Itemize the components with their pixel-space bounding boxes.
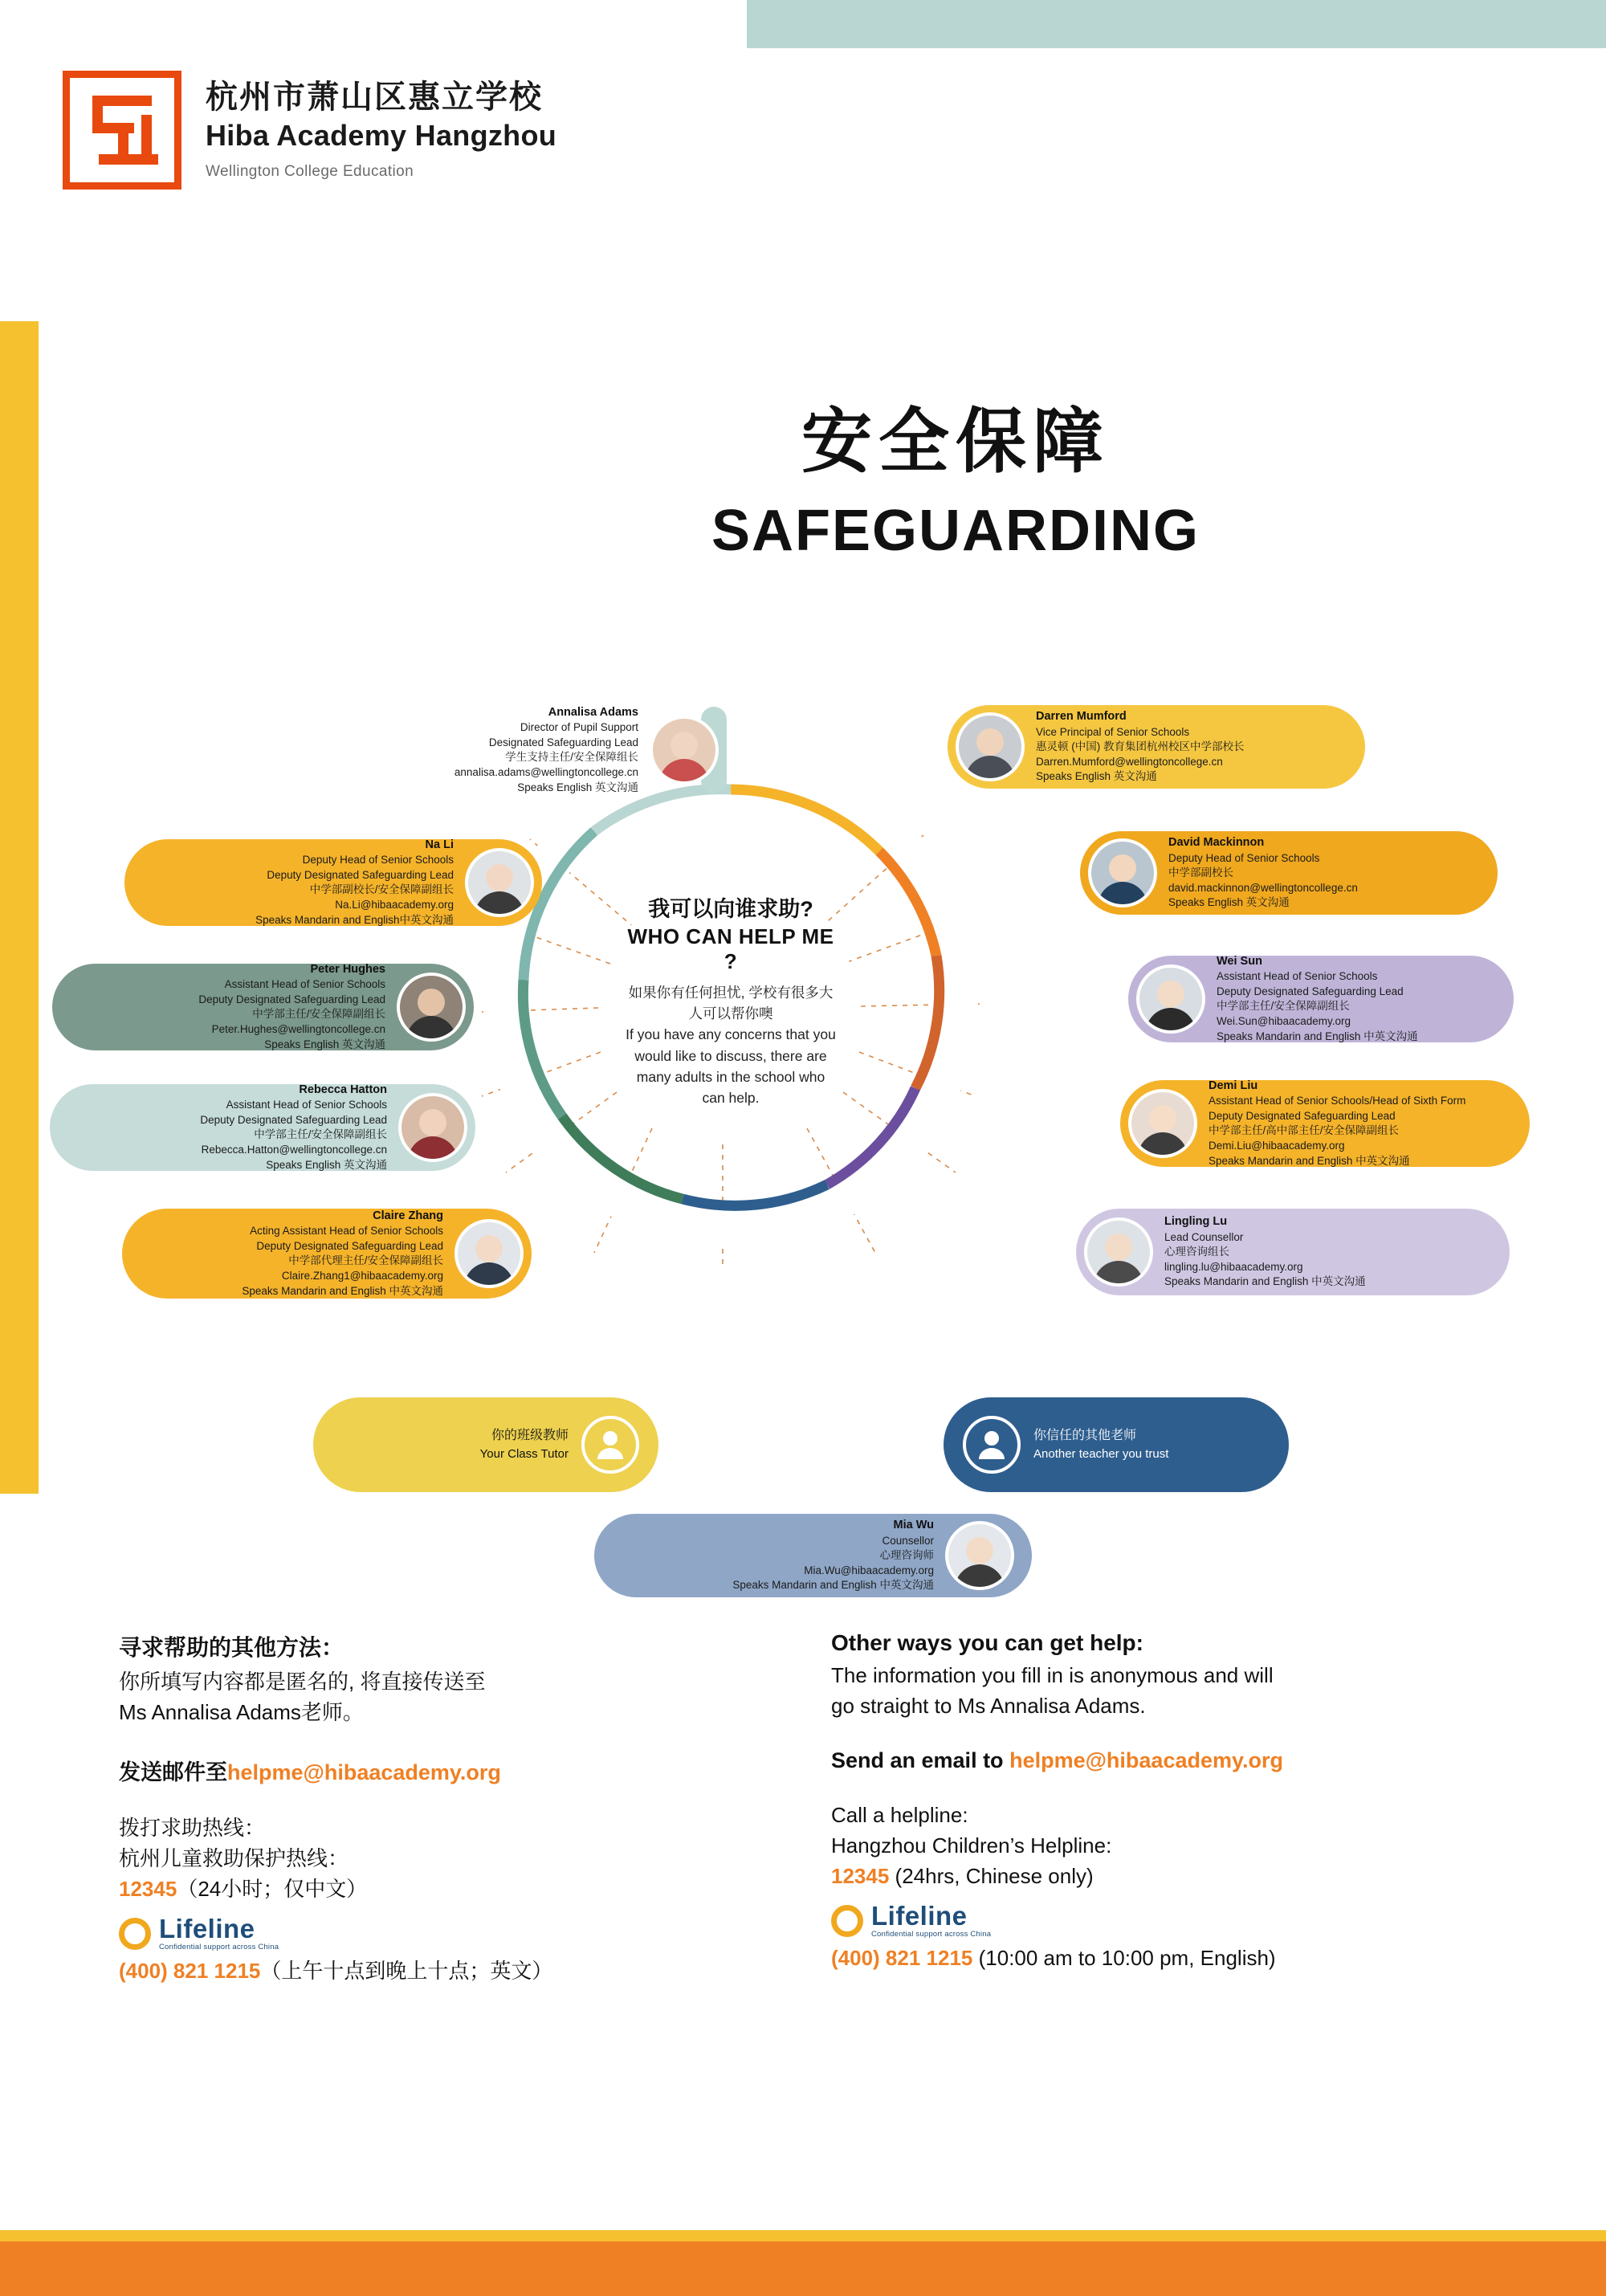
center-question-en: WHO CAN HELP ME ? [627,924,834,973]
lifeline-number-en: (400) 821 1215 [831,1945,973,1970]
person-line: Designated Safeguarding Lead [488,736,638,748]
person-line: Claire.Zhang1@hibaacademy.org [281,1270,443,1283]
person-line: 惠灵顿 (中国) 教育集团杭州校区中学部校长 [1036,740,1245,753]
person-line: Vice Principal of Senior Schools [1036,725,1190,738]
avatar [454,1219,524,1288]
person-card-david-mackinnon [1080,831,1498,915]
center-body-cn: 如果你有任何担忧, 学校有很多大人可以帮你噢 [628,984,834,1022]
person-line: Wei.Sun@hibaacademy.org [1217,1015,1351,1028]
person-line: Assistant Head of Senior Schools [226,1099,387,1111]
other-ways-heading-cn: 寻求帮助的其他方法： [119,1635,344,1660]
person-line: Assistant Head of Senior Schools [1217,970,1378,983]
other-ways-para2-en: go straight to Ms Annalisa Adams. [831,1693,1146,1718]
person-line: Speaks English 英文沟通 [266,1158,387,1171]
role-label-en: Another teacher you trust [1033,1446,1169,1461]
person-line: Director of Pupil Support [520,721,638,734]
person-line: Demi.Liu@hibaacademy.org [1209,1140,1345,1152]
lifeline-name-en: Lifeline [871,1901,968,1931]
person-line: Speaks English 英文沟通 [264,1038,385,1050]
email-prefix-en: Send an email to [831,1748,1004,1773]
person-card-wei-sun [1128,956,1514,1042]
safeguarding-diagram [0,691,1606,1622]
person-line: Speaks Mandarin and English 中英文沟通 [242,1284,443,1297]
person-line: Deputy Designated Safeguarding Lead [1217,985,1404,997]
lifeline-note-cn: （上午十点到晚上十点；英文） [260,1958,553,1983]
bottom-yellow-bar [0,2230,1606,2241]
person-line: Speaks Mandarin and English 中英文沟通 [1217,1030,1418,1042]
person-line: Speaks Mandarin and English 中英文沟通 [1164,1275,1366,1288]
other-ways-para1-cn: 你所填写内容都是匿名的, 将直接传送至 [119,1670,486,1694]
person-line: Deputy Designated Safeguarding Lead [1209,1109,1396,1122]
person-name: Peter Hughes [310,962,385,976]
lifeline-sub-cn: Confidential support across China [159,1943,279,1952]
avatar [1084,1217,1153,1287]
role-label-cn: 你的班级教师 [491,1429,569,1443]
helpline-label-cn: 拨打求助热线： [119,1816,266,1841]
person-name: Na Li [425,838,454,851]
person-icon [581,1416,639,1474]
person-name: Annalisa Adams [548,705,638,719]
person-line: 中学部主任/安全保障副组长 [1217,1000,1350,1013]
helpline-name-en: Hangzhou Children’s Helpline: [831,1833,1112,1858]
email-prefix-cn: 发送邮件至 [119,1760,227,1785]
other-ways-heading-en: Other ways you can get help: [831,1630,1143,1655]
helpline-label-en: Call a helpline: [831,1803,968,1828]
top-teal-bar [747,0,1606,48]
lifeline-number-cn: (400) 821 1215 [119,1958,261,1983]
lifeline-sub-en: Confidential support across China [871,1930,992,1939]
school-name-en: Hiba Academy Hangzhou [206,119,557,152]
person-line: 中学部副校长 [1168,867,1233,879]
other-ways-para1-en: The information you fill in is anonymous and will [831,1663,1274,1687]
avatar [650,716,719,785]
person-name: Rebecca Hatton [299,1083,387,1096]
school-tagline: Wellington College Education [206,163,414,180]
center-body-en: If you have any concerns that you would like to discuss, there are many adults in the school who can help. [626,1026,836,1106]
person-line: lingling.lu@hibaacademy.org [1164,1260,1303,1273]
center-question-cn: 我可以向谁求助? [648,896,813,921]
helpline-name-cn: 杭州儿童救助保护热线： [119,1846,349,1871]
person-card-darren-mumford [948,705,1365,789]
person-name: Claire Zhang [373,1209,443,1222]
person-line: 中学部代理主任/安全保障副组长 [288,1254,443,1267]
lifeline-note-en: (10:00 am to 10:00 pm, English) [978,1945,1276,1970]
avatar [1136,964,1205,1034]
role-label-cn: 你信任的其他老师 [1033,1429,1137,1443]
person-line: Mia.Wu@hibaacademy.org [804,1564,934,1576]
person-card-claire-zhang [122,1209,532,1299]
person-line: Speaks Mandarin and English 中英文沟通 [1209,1154,1410,1167]
lifeline-logo-en [831,1902,1554,1939]
person-line: Assistant Head of Senior Schools/Head of Sixth Form [1209,1095,1466,1107]
helpline-note-cn: （24小时；仅中文） [177,1876,368,1901]
person-line: Deputy Designated Safeguarding Lead [267,868,454,881]
person-line: Acting Assistant Head of Senior Schools [250,1225,443,1238]
person-name: Demi Liu [1209,1079,1258,1092]
other-ways-para2-cn: Ms Annalisa Adams老师。 [119,1699,364,1724]
avatar [1088,838,1157,907]
person-line: Speaks English 英文沟通 [1036,770,1157,783]
person-card-lingling-lu [1076,1209,1510,1295]
school-name-cn: 杭州市萧山区惠立学校 [206,80,543,115]
person-line: 中学部主任/高中部主任/安全保障副组长 [1209,1124,1400,1137]
person-card-mia-wu [594,1514,1032,1597]
person-name: Lingling Lu [1164,1214,1228,1228]
person-line: Speaks Mandarin and English 中英文沟通 [732,1579,934,1592]
person-line: Speaks English 英文沟通 [1168,896,1290,909]
center-message [606,875,855,1124]
person-name: David Mackinnon [1168,835,1265,849]
person-card-demi-liu [1120,1080,1530,1167]
helpline-note-en: (24hrs, Chinese only) [895,1863,1094,1888]
person-line: Deputy Head of Senior Schools [1168,851,1320,864]
person-line: david.mackinnon@wellingtoncollege.cn [1168,881,1358,894]
person-icon [963,1416,1021,1474]
person-line: Rebecca.Hatton@wellingtoncollege.cn [201,1144,387,1156]
role-label-en: Your Class Tutor [479,1446,569,1461]
person-line: 中学部主任/安全保障副组长 [254,1128,387,1141]
person-line: Speaks Mandarin and English中英文沟通 [255,913,454,926]
help-email-cn[interactable]: helpme@hibaacademy.org [227,1760,501,1785]
person-name: Wei Sun [1217,954,1262,968]
hiba-logo-icon [63,71,181,190]
helpline-number-en: 12345 [831,1863,890,1888]
person-line: Speaks English 英文沟通 [517,781,638,793]
avatar [956,712,1025,781]
role-card-class-tutor [313,1397,658,1492]
person-card-annalisa-adams [454,705,727,793]
person-line: 心理咨询组长 [1164,1246,1229,1258]
person-line: Deputy Head of Senior Schools [302,854,454,867]
person-line: Darren.Mumford@wellingtoncollege.cn [1036,755,1223,768]
person-name: Mia Wu [893,1518,934,1531]
person-line: Deputy Designated Safeguarding Lead [200,1113,387,1126]
person-line: Assistant Head of Senior Schools [224,978,385,991]
person-line: Deputy Designated Safeguarding Lead [256,1239,443,1252]
lifeline-logo-cn [119,1915,761,1951]
lifeline-ring-icon [831,1905,863,1937]
page-title-en: SAFEGUARDING [711,499,1200,563]
person-line: Deputy Designated Safeguarding Lead [198,993,385,1005]
role-card-trusted-teacher [944,1397,1289,1492]
other-ways-column-cn [119,1630,761,1987]
person-card-peter-hughes [52,964,474,1050]
person-name: Darren Mumford [1036,709,1127,723]
avatar [465,848,534,917]
help-email-en[interactable]: helpme@hibaacademy.org [1009,1748,1284,1773]
page-title-cn: 安全保障 [801,402,1110,481]
person-line: Lead Counsellor [1164,1230,1244,1243]
person-line: 中学部主任/安全保障副组长 [252,1008,385,1021]
avatar [945,1521,1014,1590]
person-line: Peter.Hughes@wellingtoncollege.cn [211,1023,385,1036]
avatar [397,973,466,1042]
avatar [1128,1089,1197,1158]
person-card-rebecca-hatton [50,1084,475,1171]
lifeline-ring-icon [119,1918,151,1950]
person-line: annalisa.adams@wellingtoncollege.cn [454,766,638,779]
helpline-number-cn: 12345 [119,1876,177,1901]
person-line: Counsellor [882,1534,934,1547]
person-card-na-li [124,839,542,926]
school-logo [63,71,556,190]
person-line: Na.Li@hibaacademy.org [335,899,454,911]
person-line: 中学部副校长/安全保障副组长 [309,883,454,896]
lifeline-name-cn: Lifeline [159,1914,255,1944]
other-ways-column-en [831,1630,1554,1974]
person-line: 心理咨询师 [879,1549,934,1562]
person-line: 学生支持主任/安全保障组长 [505,751,638,764]
avatar [398,1093,467,1162]
bottom-orange-bar [0,2241,1606,2296]
